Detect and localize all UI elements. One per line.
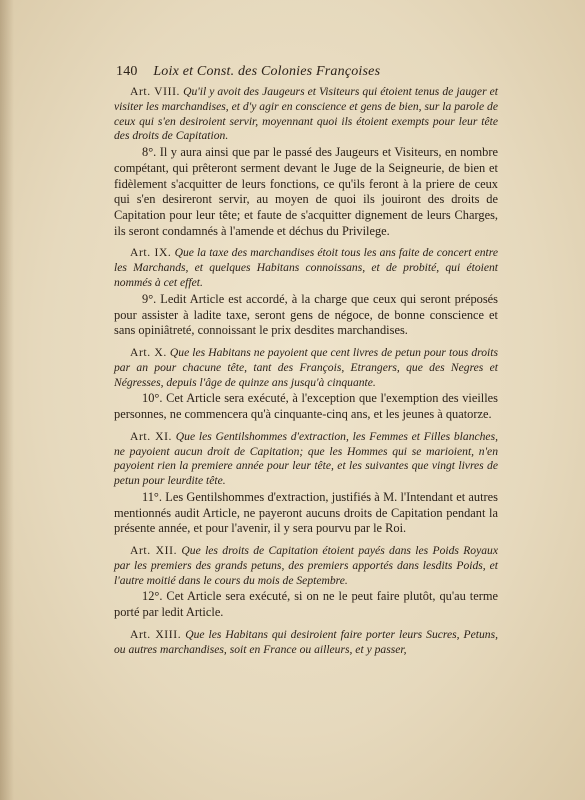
article-ix <box>114 246 498 290</box>
article-text: Que les Gentilshommes d'extraction, les Femmes et Filles blanches, ne payoient aucun droit de Capitation; que les Hommes qui se marioient, n'en payoient rien la premiere année pour leur tête, et les suivantes que vingt livres de petun pour leurdite tête. <box>114 429 498 488</box>
article-text: Que la taxe des marchandises étoit tous les ans faite de concert entre les Marchands, et quelques Habitans connoissans, et de probité, qui étoient nommés à cet effet. <box>114 246 499 289</box>
article-xi <box>114 430 498 489</box>
paragraph-9: 9°. Ledit Article est accordé, à la charge que ceux qui seront préposés pour assister à ladite taxe, seront gens de négoce, de bonne conscience et sans opiniâtreté, connoissant le prix desdites marchandises. <box>114 291 498 338</box>
page-edge-shadow <box>0 0 14 800</box>
article-viii <box>114 85 498 144</box>
paragraph-12: 12°. Cet Article sera exécuté, si on ne le peut faire plutôt, qu'au terme porté par ledit Article. <box>114 589 498 620</box>
article-label: Art. XI. <box>130 429 173 443</box>
page-body <box>114 85 498 658</box>
paragraph-8: 8°. Il y aura ainsi que par le passé des Jaugeurs et Visiteurs, en nombre compétant, qui prêteront serment devant le Juge de la Seigneurie, de bien et fidèlement s'acquitter de leurs fonctions, ce qu'ils feront à la priere de ceux qui s'en desireront servir, au moyen de quoi ils jouiront des droits de Capitation pour leur tête; et faute de s'acquitter dignement de leurs Charges, ils seront condamnés à l'amende et déchus du Privilege. <box>114 145 498 238</box>
article-x <box>114 346 498 390</box>
article-xiii <box>114 628 498 658</box>
paragraph-11: 11°. Les Gentilshommes d'extraction, justifiés à M. l'Intendant et autres mentionnés audit Article, ne payeront aucuns droits de Capitation pendant la présente année, et pour l'avenir, il y sera pourvu par le Roi. <box>114 489 498 536</box>
article-text: Que les droits de Capitation étoient payés dans les Poids Royaux par les premiers des grands petuns, des premiers apportés dans lesdits Poids, et l'autre moitié dans le cours du mois de Septembre. <box>114 544 498 587</box>
article-text: Qu'il y avoit des Jaugeurs et Visiteurs qui étoient tenus de jauger et visiter les marchandises, et d'y agir en conscience et gens de bien, sur la parole de ceux qui s'en desiroient servir, moyennant quoi ils étoient exempts pour leur tête des droits de Capitation. <box>114 85 498 143</box>
article-xii <box>114 544 498 588</box>
running-title: Loix et Const. des Colonies Françoises <box>153 64 381 79</box>
article-label: Art. XII. <box>130 544 178 557</box>
page-number: 140 <box>116 64 138 79</box>
article-label: Art. IX. <box>130 246 172 260</box>
article-text: Que les Habitans qui desiroient faire porter leurs Sucres, Petuns, ou autres marchandises, soit en France ou ailleurs, et y passer, <box>114 627 498 656</box>
running-header <box>116 64 496 80</box>
paragraph-10: 10°. Cet Article sera exécuté, à l'exception que l'exemption des vieilles personnes, ne commencera qu'à cinquante-cinq ans, et les jeunes à quatorze. <box>114 391 498 421</box>
article-label: Art. XIII. <box>130 627 182 641</box>
article-label: Art. X. <box>130 345 167 359</box>
article-label: Art. VIII. <box>130 85 181 98</box>
article-text: Que les Habitans ne payoient que cent livres de petun pour tous droits par an pour chacune tête, tant des François, Etrangers, que des Negres et Négresses, depuis l'âge de quinze ans jusqu'à cinquante. <box>114 345 498 389</box>
